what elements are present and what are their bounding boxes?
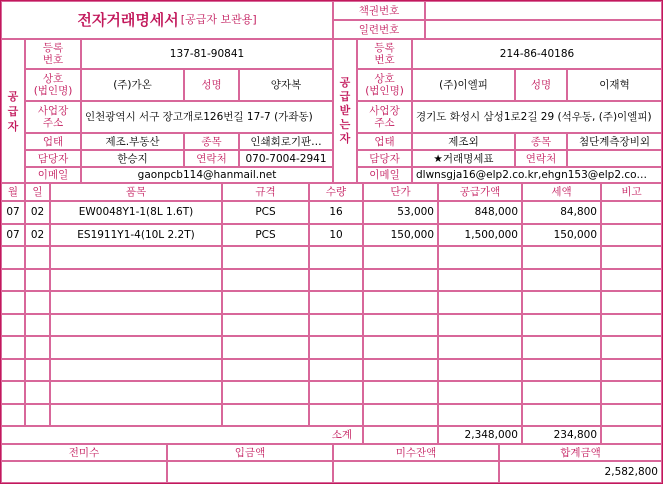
header-spec: 규격 <box>222 183 309 201</box>
table-cell-month <box>1 291 25 314</box>
subtotal-tax: 234,800 <box>522 426 601 444</box>
receiver-side-char: 자 <box>339 132 351 145</box>
table-cell-spec <box>222 359 309 382</box>
table-cell-day <box>25 336 50 359</box>
table-cell-unit-price: 53,000 <box>363 201 438 224</box>
table-cell-month <box>1 404 25 427</box>
subtotal-unit-price <box>363 426 438 444</box>
table-cell-spec <box>222 314 309 337</box>
receiver-address: 경기도 화성시 삼성1로2길 29 (석우동, (주)이엘피) <box>412 101 662 133</box>
supplier-name-label: 성명 <box>184 69 239 101</box>
table-cell-supply-amount <box>438 381 522 404</box>
table-cell-qty <box>309 269 363 292</box>
table-cell-spec: PCS <box>222 224 309 247</box>
supplier-company-label: 상호 (법인명) <box>25 69 81 101</box>
table-cell-tax <box>522 404 601 427</box>
receiver-business-type-label: 업태 <box>357 133 412 150</box>
table-cell-month <box>1 269 25 292</box>
table-cell-unit-price: 150,000 <box>363 224 438 247</box>
table-cell-unit-price <box>363 359 438 382</box>
table-cell-item <box>50 404 222 427</box>
table-cell-supply-amount <box>438 314 522 337</box>
table-cell-supply-amount <box>438 404 522 427</box>
table-cell-note <box>601 359 662 382</box>
table-cell-spec <box>222 381 309 404</box>
table-cell-supply-amount <box>438 336 522 359</box>
supplier-side-label <box>1 39 25 183</box>
table-cell-note <box>601 381 662 404</box>
book-no-value <box>425 1 662 20</box>
table-cell-supply-amount: 1,500,000 <box>438 224 522 247</box>
table-cell-day <box>25 381 50 404</box>
table-cell-note <box>601 224 662 247</box>
table-cell-note <box>601 269 662 292</box>
table-cell-item <box>50 291 222 314</box>
supplier-item-label: 종목 <box>184 133 239 150</box>
table-cell-month <box>1 381 25 404</box>
table-cell-item <box>50 314 222 337</box>
receiver-address-label: 사업장 주소 <box>357 101 412 133</box>
table-cell-tax <box>522 291 601 314</box>
supplier-address-label: 사업장 주소 <box>25 101 81 133</box>
subtotal-note <box>601 426 662 444</box>
table-cell-item <box>50 269 222 292</box>
header-qty: 수량 <box>309 183 363 201</box>
receiver-contact-label: 연락처 <box>515 150 567 167</box>
table-cell-month <box>1 246 25 269</box>
receiver-name-label: 성명 <box>515 69 567 101</box>
header-item: 품목 <box>50 183 222 201</box>
receiver-manager-label: 담당자 <box>357 150 412 167</box>
serial-no-value <box>425 20 662 39</box>
serial-no-label: 일련번호 <box>333 20 425 39</box>
header-month: 월 <box>1 183 25 201</box>
table-cell-spec <box>222 291 309 314</box>
table-cell-supply-amount <box>438 269 522 292</box>
receiver-company: (주)이엘피 <box>412 69 515 101</box>
unpaid-value <box>333 461 499 483</box>
supplier-business-type: 제조.부동산 <box>81 133 184 150</box>
table-cell-month: 07 <box>1 224 25 247</box>
supplier-address: 인천광역시 서구 장고개로126번길 17-7 (가좌동) <box>81 101 333 133</box>
receiver-reg-no-label: 등록 번호 <box>357 39 412 69</box>
receiver-side-char: 공 <box>339 76 351 89</box>
table-cell-item: ES1911Y1-4(10L 2.2T) <box>50 224 222 247</box>
table-cell-qty: 10 <box>309 224 363 247</box>
prev-balance-label: 전미수 <box>1 444 167 461</box>
receiver-side-char: 받 <box>339 104 351 117</box>
table-cell-supply-amount <box>438 291 522 314</box>
header-tax: 세액 <box>522 183 601 201</box>
table-cell-item <box>50 359 222 382</box>
table-cell-tax: 84,800 <box>522 201 601 224</box>
table-cell-spec <box>222 246 309 269</box>
table-cell-qty <box>309 291 363 314</box>
receiver-business-type: 제조외 <box>412 133 515 150</box>
header-unit-price: 단가 <box>363 183 438 201</box>
table-cell-note <box>601 336 662 359</box>
table-cell-month: 07 <box>1 201 25 224</box>
receiver-item-label: 종목 <box>515 133 567 150</box>
table-cell-unit-price <box>363 269 438 292</box>
subtotal-label: 소계 <box>1 426 363 444</box>
table-cell-day: 02 <box>25 224 50 247</box>
table-cell-spec <box>222 404 309 427</box>
table-cell-note <box>601 201 662 224</box>
prev-balance-value <box>1 461 167 483</box>
supplier-reg-no-label: 등록 번호 <box>25 39 81 69</box>
supplier-side-char: 급 <box>7 104 19 118</box>
table-cell-item <box>50 381 222 404</box>
total-label: 합계금액 <box>499 444 662 461</box>
receiver-item: 첨단계측장비외 <box>567 133 662 150</box>
table-cell-month <box>1 314 25 337</box>
table-cell-qty <box>309 336 363 359</box>
receiver-reg-no: 214-86-40186 <box>412 39 662 69</box>
table-cell-qty <box>309 246 363 269</box>
table-cell-unit-price <box>363 404 438 427</box>
receiver-side-char: 급 <box>339 90 351 103</box>
receiver-email-label: 이메일 <box>357 167 412 183</box>
table-cell-day <box>25 314 50 337</box>
supplier-email-label: 이메일 <box>25 167 81 183</box>
deposit-label: 입금액 <box>167 444 333 461</box>
table-cell-day <box>25 246 50 269</box>
table-cell-tax <box>522 314 601 337</box>
supplier-company: (주)가온 <box>81 69 184 101</box>
document-title <box>1 1 333 39</box>
receiver-name: 이재혁 <box>567 69 662 101</box>
table-cell-item: EW0048Y1-1(8L 1.6T) <box>50 201 222 224</box>
table-cell-spec: PCS <box>222 201 309 224</box>
table-cell-tax <box>522 246 601 269</box>
supplier-reg-no: 137-81-90841 <box>81 39 333 69</box>
table-cell-spec <box>222 336 309 359</box>
table-cell-tax <box>522 336 601 359</box>
receiver-contact <box>567 150 662 167</box>
receiver-email: dlwnsgja16@elp2.co.kr,ehgn153@elp2.co… <box>412 167 662 183</box>
deposit-value <box>167 461 333 483</box>
subtotal-supply: 2,348,000 <box>438 426 522 444</box>
table-cell-note <box>601 314 662 337</box>
supplier-manager: 한승지 <box>81 150 184 167</box>
supplier-business-type-label: 업태 <box>25 133 81 150</box>
table-cell-spec <box>222 269 309 292</box>
table-cell-supply-amount <box>438 246 522 269</box>
table-cell-qty: 16 <box>309 201 363 224</box>
supplier-email: gaonpcb114@hanmail.net <box>81 167 333 183</box>
table-cell-note <box>601 246 662 269</box>
supplier-side-char: 공 <box>7 89 19 103</box>
table-cell-qty <box>309 404 363 427</box>
table-cell-day <box>25 359 50 382</box>
table-cell-tax <box>522 359 601 382</box>
supplier-contact: 070-7004-2941 <box>239 150 333 167</box>
receiver-company-label: 상호 (법인명) <box>357 69 412 101</box>
title-text: 전자거래명세서 <box>77 11 179 29</box>
receiver-side-label <box>333 39 357 183</box>
receiver-manager: ★거래명세표 <box>412 150 515 167</box>
table-cell-qty <box>309 314 363 337</box>
supplier-side-char: 자 <box>7 119 19 133</box>
title-subtitle: [공급자 보관용] <box>180 13 257 26</box>
table-cell-unit-price <box>363 291 438 314</box>
supplier-name: 양자복 <box>239 69 333 101</box>
table-cell-month <box>1 359 25 382</box>
table-cell-unit-price <box>363 246 438 269</box>
table-cell-unit-price <box>363 314 438 337</box>
table-cell-tax <box>522 381 601 404</box>
table-cell-qty <box>309 381 363 404</box>
table-cell-tax: 150,000 <box>522 224 601 247</box>
supplier-contact-label: 연락처 <box>184 150 239 167</box>
table-cell-month <box>1 336 25 359</box>
supplier-item: 인쇄회로기판… <box>239 133 333 150</box>
table-cell-day <box>25 291 50 314</box>
header-supply-amount: 공급가액 <box>438 183 522 201</box>
table-cell-day <box>25 269 50 292</box>
book-no-label: 책권번호 <box>333 1 425 20</box>
table-cell-tax <box>522 269 601 292</box>
table-cell-day <box>25 404 50 427</box>
table-cell-unit-price <box>363 381 438 404</box>
header-note: 비고 <box>601 183 662 201</box>
table-cell-supply-amount: 848,000 <box>438 201 522 224</box>
table-cell-supply-amount <box>438 359 522 382</box>
table-cell-note <box>601 404 662 427</box>
unpaid-label: 미수잔액 <box>333 444 499 461</box>
table-cell-item <box>50 246 222 269</box>
header-day: 일 <box>25 183 50 201</box>
table-cell-unit-price <box>363 336 438 359</box>
table-cell-note <box>601 291 662 314</box>
table-cell-item <box>50 336 222 359</box>
table-cell-day: 02 <box>25 201 50 224</box>
supplier-manager-label: 담당자 <box>25 150 81 167</box>
total-value: 2,582,800 <box>499 461 662 483</box>
receiver-side-char: 는 <box>339 118 351 131</box>
table-cell-qty <box>309 359 363 382</box>
